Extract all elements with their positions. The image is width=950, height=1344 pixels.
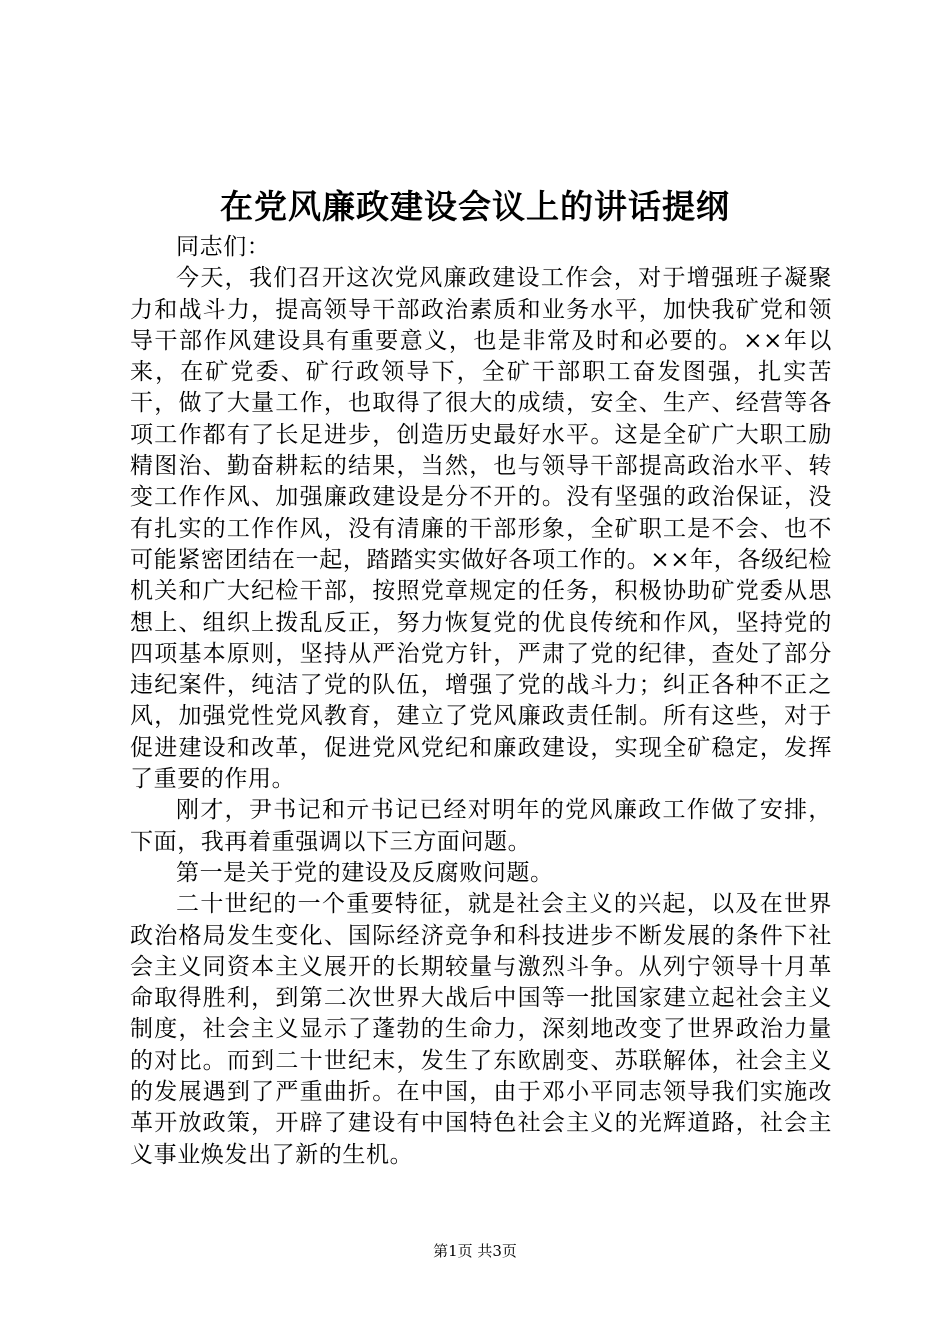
document-body: [130, 232, 832, 1171]
paragraph-section-heading: 第一是关于党的建设及反腐败问题。: [176, 859, 554, 886]
paragraph-history: 二十世纪的一个重要特征，就是社会主义的兴起，以及在世界政治格局发生变化、国际经济竞争和科技进步不断发展的条件下社会主义同资本主义展开的长期较量与激烈斗争。从列宁领导十月革命取得胜利，到第二次世界大战后中国等一批国家建立起社会主义制度，社会主义显示了蓬勃的生命力，深刻地改变了世界政治力量的对比。而到二十世纪末，发生了东欧剧变、苏联解体，社会主义的发展遇到了严重曲折。在中国，由于邓小平同志领导我们实施改革开放政策，开辟了建设有中国特色社会主义的光辉道路，社会主义事业焕发出了新的生机。: [130, 891, 832, 1168]
paragraph-intro: 今天，我们召开这次党风廉政建设工作会，对于增强班子凝聚力和战斗力，提高领导干部政治素质和业务水平，加快我矿党和领导干部作风建设具有重要意义，也是非常及时和必要的。××年以来，在矿党委、矿行政领导下，全矿干部职工奋发图强，扎实苦干，做了大量工作，也取得了很大的成绩，安全、生产、经营等各项工作都有了长足进步，创造历史最好水平。这是全矿广大职工励精图治、勤奋耕耘的结果，当然，也与领导干部提高政治水平、转变工作作风、加强廉政建设是分不开的。没有坚强的政治保证，没有扎实的工作作风，没有清廉的干部形象，全矿职工是不会、也不可能紧密团结在一起，踏踏实实做好各项工作的。××年，各级纪检机关和广大纪检干部，按照党章规定的任务，积极协助矿党委从思想上、组织上拨乱反正，努力恢复党的优良传统和作风，坚持党的四项基本原则，坚持从严治党方针，严肃了党的纪律，查处了部分违纪案件，纯洁了党的队伍，增强了党的战斗力；纠正各种不正之风，加强党性党风教育，建立了党风廉政责任制。所有这些，对于促进建设和改革，促进党风党纪和廉政建设，实现全矿稳定，发挥了重要的作用。: [130, 265, 832, 793]
page-footer: 第1页 共3页: [433, 1242, 517, 1260]
paragraph-arrangement: 刚才，尹书记和亓书记已经对明年的党风廉政工作做了安排，下面，我再着重强调以下三方面问题。: [130, 797, 832, 855]
document-title: 在党风廉政建设会议上的讲话提纲: [220, 187, 730, 226]
paragraph-salutation: 同志们：: [176, 234, 271, 260]
